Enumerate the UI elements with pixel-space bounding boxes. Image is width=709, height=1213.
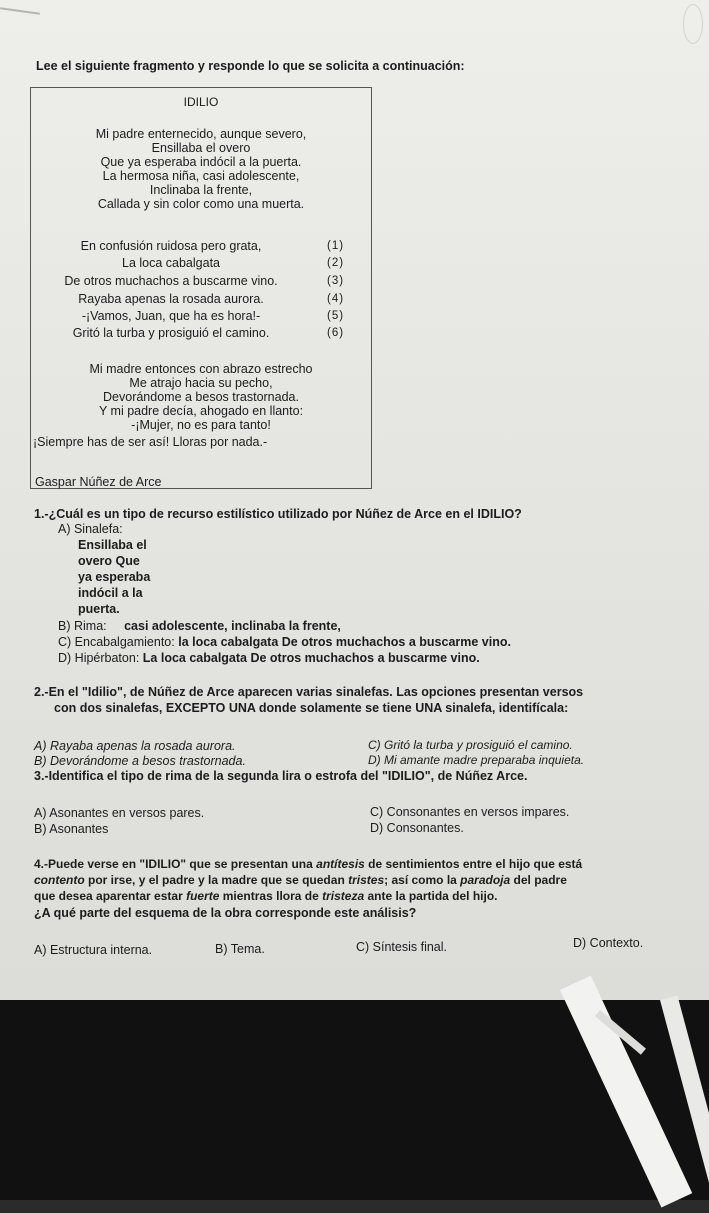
question-1: 1.-¿Cuál es un tipo de recurso estilístico utilizado por Núñez de Arce en el IDILIO?: [34, 507, 522, 521]
poem-title: IDILIO: [183, 95, 219, 109]
question-4-line: [34, 889, 498, 903]
question-3: 3.-Identifica el tipo de rima de la segunda lira o estrofa del "IDILIO", de Núñez Arce.: [34, 769, 528, 783]
q3-option-b: B) Asonantes: [34, 822, 109, 836]
q4-text: 4.-Puede verse en "IDILIO" que se presentan una: [34, 857, 317, 871]
poem-box: [30, 87, 372, 489]
q1-option-a-line: overo Que: [78, 554, 140, 568]
q1-option-c-label: C) Encabalgamiento:: [58, 635, 175, 649]
instructions: Lee el siguiente fragmento y responde lo que se solicita a continuación:: [36, 59, 465, 73]
q1-option-b: [58, 619, 341, 633]
poem-verse: Y mi padre decía, ahogado en llanto:: [98, 404, 304, 418]
question-2-line: con dos sinalefas, EXCEPTO UNA donde solamente se tiene UNA sinalefa, identifícala:: [54, 701, 569, 715]
verse-number: (5): [327, 310, 345, 322]
scribble-mark: [683, 4, 703, 44]
q4-emphasis: fuerte: [186, 889, 220, 903]
question-2-line: 2.-En el "Idilio", de Núñez de Arce aparecen varias sinalefas. Las opciones presentan versos: [34, 685, 584, 699]
q1-option-a-label: A) Sinalefa:: [58, 522, 123, 536]
poem-verse: Rayaba apenas la rosada aurora.: [78, 292, 264, 306]
q3-option-d: D) Consonantes.: [370, 821, 464, 835]
q1-option-a-line: puerta.: [78, 602, 120, 616]
poem-verse: De otros muchachos a buscarme vino.: [64, 274, 278, 288]
verse-number: (2): [327, 257, 345, 269]
q4-text: por irse, y el padre y la madre que se quedan: [84, 873, 349, 887]
poem-verse: Inclinaba la frente,: [149, 183, 253, 197]
q1-option-b-label: B) Rima:: [58, 619, 107, 633]
poem-verse: -¡Mujer, no es para tanto!: [131, 418, 271, 432]
q1-option-a-line: Ensillaba el: [78, 538, 147, 552]
poem-verse: -¡Vamos, Juan, que ha es hora!-: [81, 309, 261, 323]
q1-option-a-line: indócil a la: [78, 586, 143, 600]
q4-text: de sentimientos entre el hijo que está: [364, 857, 583, 871]
q1-option-c-text: la loca cabalgata De otros muchachos a buscarme vino.: [178, 635, 511, 649]
poem-verse: Que ya esperaba indócil a la puerta.: [100, 155, 302, 169]
q4-text: ; así como la: [384, 873, 461, 887]
poem-verse: Gritó la turba y prosiguió el camino.: [72, 326, 270, 340]
poem-verse: Me atrajo hacia su pecho,: [129, 376, 273, 390]
q4-text: que desea aparentar estar: [34, 889, 187, 903]
poem-verse: Callada y sin color como una muerta.: [97, 197, 305, 211]
q4-text: mientras llora de: [219, 889, 323, 903]
q1-option-b-text: casi adolescente, inclinaba la frente,: [124, 619, 341, 633]
question-4-line: [34, 873, 567, 887]
poem-author: Gaspar Núñez de Arce: [35, 475, 162, 489]
q4-emphasis: tristeza: [322, 889, 365, 903]
poem-verse: En confusión ruidosa pero grata,: [80, 239, 262, 253]
q4-emphasis: antítesis: [316, 857, 365, 871]
verse-number: (1): [327, 240, 345, 252]
pencil-mark: [0, 7, 40, 15]
q3-option-a: A) Asonantes en versos pares.: [34, 806, 205, 820]
verse-number: (4): [327, 293, 345, 305]
question-4-prompt: ¿A qué parte del esquema de la obra corresponde este análisis?: [34, 906, 417, 920]
q4-option-a: A) Estructura interna.: [34, 943, 153, 957]
q4-emphasis: paradoja: [460, 873, 511, 887]
q2-option-b: B) Devorándome a besos trastornada.: [34, 754, 246, 768]
poem-verse: Mi madre entonces con abrazo estrecho: [89, 362, 313, 376]
q2-option-d: D) Mi amante madre preparaba inquieta.: [368, 753, 585, 767]
poem-verse: La hermosa niña, casi adolescente,: [102, 169, 300, 183]
q1-option-c: [58, 635, 511, 649]
q4-option-d: D) Contexto.: [573, 936, 644, 950]
q4-text: del padre: [510, 873, 567, 887]
poem-verse: ¡Siempre has de ser así! Lloras por nada.-: [33, 435, 268, 449]
q1-option-d: [58, 651, 480, 665]
q2-option-c: C) Gritó la turba y prosiguió el camino.: [368, 738, 573, 752]
q1-option-a-line: ya esperaba: [78, 570, 151, 584]
q4-option-b: B) Tema.: [215, 942, 265, 956]
poem-verse: Devorándome a besos trastornada.: [103, 390, 299, 404]
q2-option-a: A) Rayaba apenas la rosada aurora.: [34, 739, 236, 753]
verse-number: (6): [327, 327, 345, 339]
verse-number: (3): [327, 275, 345, 287]
q4-emphasis: tristes: [348, 873, 385, 887]
poem-verse: La loca cabalgata: [122, 256, 220, 270]
question-4-line: [34, 857, 582, 871]
q3-option-c: C) Consonantes en versos impares.: [370, 805, 570, 819]
q4-text: ante la partida del hijo.: [364, 889, 498, 903]
poem-verse: Ensillaba el overo: [151, 141, 251, 155]
q1-option-d-text: La loca cabalgata De otros muchachos a buscarme vino.: [142, 651, 480, 665]
q4-option-c: C) Síntesis final.: [356, 940, 448, 954]
q4-emphasis: contento: [34, 873, 85, 887]
q1-option-d-label: D) Hipérbaton:: [58, 651, 140, 665]
poem-verse: Mi padre enternecido, aunque severo,: [95, 127, 307, 141]
